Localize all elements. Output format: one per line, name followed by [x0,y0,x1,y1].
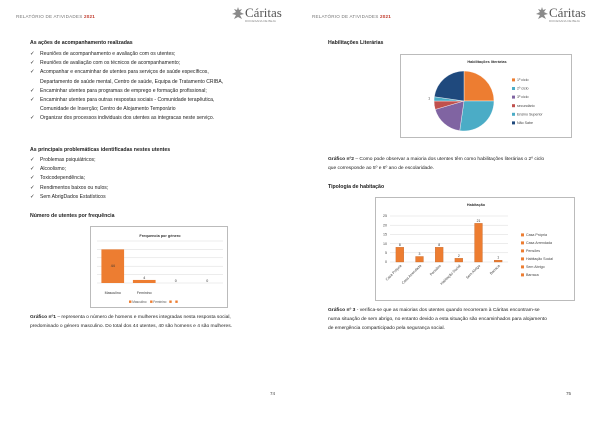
legend-label: Sem Abrigo [526,265,545,269]
header-year: 2021 [379,14,391,19]
list-item-text: Sem AbrigDados Estatísticos [40,193,106,200]
gender-chart-svg [91,227,229,309]
y-tick-label: 10 [383,241,387,246]
housing-chart-svg [376,198,576,302]
checkmark-icon: ✓ [30,87,35,94]
category-label: Pensões [429,263,442,277]
list-item [30,87,280,96]
caption-2-label: Gráfico nº2 [328,157,354,162]
checkmark-icon: ✓ [30,60,35,67]
list-item-text: Problemas psiquiátricos; [40,157,96,163]
list-item [30,68,280,86]
caption-1-line1: – representa o número de homens e mulheres integradas nesta resposta social, [55,315,231,320]
caption-3-label: Gráfico nº 3 [328,308,356,313]
y-tick-label: 20 [383,223,387,228]
caritas-cross-icon [232,7,244,21]
y-tick-label: 5 [385,251,387,255]
legend-label: 3º ciclo [517,95,529,100]
category-label: Sem Abrigo [465,263,482,280]
data-label: 8 [438,242,441,247]
housing-chart [375,197,575,301]
section-title-habitacao: Tipologia de habitação [328,184,385,190]
checkmark-icon: ✓ [30,175,35,182]
header-text: RELATÓRIO DE ATIVIDADES [16,14,83,19]
education-chart-svg [401,55,573,139]
right-page [300,0,600,424]
list-item [30,156,280,165]
list-item [30,165,280,174]
legend-swatch [512,78,515,81]
list-item-text: Reuniões de avaliação com os técnicos de acompanhamento; [40,60,181,67]
chart-title: Habitação [466,203,486,207]
bar [416,256,424,262]
legend-label: secundário [517,103,535,108]
bar [475,223,483,262]
data-label: 21 [476,218,481,223]
category-label: Feminino [136,291,152,295]
data-label: 0 [174,279,177,283]
list-item-text: Reuniões de acompanhamento e avaliação com os utentes; [40,51,176,57]
list-item [30,50,280,59]
legend-swatch [512,104,515,107]
legend-swatch [521,265,524,268]
caption-1-label: Gráfico nº1 [30,315,56,320]
legend-label: Barraca [526,273,539,277]
legend-swatch [512,113,515,116]
caption-grafico-3 [328,306,583,334]
caritas-cross-icon [536,7,548,21]
list-item [30,174,280,183]
data-label: 8 [398,242,401,247]
list-item-text: Acompanhar e encaminhar de utentes para serviços de saúde específicos, [40,69,209,76]
legend-swatch [150,301,152,303]
bar [133,280,156,283]
data-label: 1 [497,255,500,260]
caption-2-line1: – Como pode observar a maioria dos utentes têm como habilitações literárias o 2º ciclo [353,157,545,162]
legend-swatch [521,257,524,260]
checkmark-icon: ✓ [30,166,35,173]
legend-label: Não Sabe [517,121,533,125]
list-item-text: Toxicodependência; [40,175,86,182]
caption-2-line2: que corresponde ao 5º e 6º ano de escolaridade. [328,166,435,172]
logo-subtitle: DIOCESANA DE BEJA [245,19,276,23]
page-number-left: 74 [270,391,276,396]
logo-name: Cáritas [549,5,586,20]
section-title-problematicas: As principais problemáticas identificadas nestes utentes [30,147,171,153]
caption-3-line1: - verifica-se que as maiorias dos utentes quando recorreram à Cáritas encontram-se [355,308,540,313]
caption-3-line3: de emergência comparticipado pela segurança social. [328,326,445,332]
page-number-right: 75 [566,391,572,396]
section-title-frequencia: Número de utentes por frequência [30,213,115,219]
category-label: Casa Arrendada [401,263,423,286]
checkmark-icon: ✓ [30,51,35,57]
list-item [30,184,280,193]
bar [455,258,463,262]
legend-label: Masculino [132,299,147,304]
pie-slice [460,101,494,131]
education-chart [400,54,572,138]
legend-label: Pensões [526,249,540,253]
data-label: 0 [206,279,209,283]
list-item [30,96,280,114]
legend-label: Casa Própria [526,233,547,237]
list-item-text: Comunidade de Inserção; Centro de Alojamento Temporário [40,106,176,113]
problematicas-list [30,156,280,202]
checkmark-icon: ✓ [30,69,35,76]
bar [494,260,502,262]
checkmark-icon: ✓ [30,193,35,200]
list-item [30,59,280,68]
logo-name: Cáritas [245,5,282,20]
legend-label: Ensino Superior [517,112,543,117]
list-item-text: Rendimentos baixos ou nulos; [40,184,109,191]
legend-swatch [521,273,524,276]
category-label: Habitação Social [439,263,462,286]
section-title-habilitacoes: Habilitações Literárias [328,40,384,46]
legend-label: 1º ciclo [517,78,529,82]
checkmark-icon: ✓ [30,157,35,163]
data-label: 44 [110,264,115,269]
list-item-text: Encaminhar utentes para programas de emprego e formação profissional; [40,87,207,94]
list-item-text: Encaminhar utentes para outras respostas sociais - Comunidade terapêutica, [40,97,215,104]
category-label: Barraca [489,263,501,276]
legend-swatch [521,233,524,236]
header-year: 2021 [83,14,95,19]
category-label: Casa Própria [384,263,403,282]
chart-title: Frequencia por género [139,234,181,238]
pie-slice [464,71,494,101]
legend-swatch [512,87,515,90]
data-label: 4 [143,275,146,280]
page-header [312,14,391,19]
pie-slice [434,71,464,101]
acoes-list [30,50,280,124]
gender-chart [90,226,228,308]
list-item [30,114,280,123]
caption-1-line2: predominado o género masculino. Do total dos 44 utentes, 40 são homens e 4 são mulheres. [30,324,232,330]
page-header [16,14,95,19]
y-tick-label: 25 [383,214,387,219]
category-label: Masculino [104,291,121,295]
list-item-text: Organizar dos processos individuais dos utentes as integracas neste serviço. [40,115,215,122]
logo-subtitle: DIOCESANA DE BEJA [549,19,580,23]
y-tick-label: 0 [385,260,387,265]
legend-label: 2º ciclo [517,86,529,91]
legend-swatch [521,241,524,244]
bar [396,247,404,262]
legend-swatch [169,301,171,303]
legend-swatch [129,301,131,303]
legend-label: Feminino [153,299,167,304]
section-title-acoes: As ações de acompanhamento realizadas [30,40,133,46]
legend-swatch [175,301,177,303]
legend-label: Casa Arrendada [526,241,552,245]
data-label: 2 [457,253,460,258]
list-item-text: Departamento de saúde mental, Centro de saúde, Equipa de Tratamento CRIBA, [40,78,224,85]
checkmark-icon: ✓ [30,184,35,191]
checkmark-icon: ✓ [30,97,35,104]
legend-swatch [512,96,515,99]
data-label: 1 [428,96,431,101]
data-label: 3 [418,251,421,256]
caritas-logo [232,6,284,24]
checkmark-icon: ✓ [30,115,35,122]
caption-grafico-1 [30,313,280,331]
chart-title: Habilitações literárias [467,60,507,64]
caption-grafico-2 [328,155,583,173]
header-text: RELATÓRIO DE ATIVIDADES [312,14,379,19]
bar [435,247,443,262]
list-item [30,193,280,202]
list-item-text: Alcoolismo; [40,166,67,173]
legend-label: Habitação Social [526,257,553,261]
legend-swatch [521,249,524,252]
caption-3-line2: numa situação de sem abrigo, no entanto devido a esta situação são encaminhados para alojamento [328,317,547,323]
y-tick-label: 15 [383,232,387,237]
legend-swatch [512,121,515,124]
caritas-logo [536,6,588,24]
